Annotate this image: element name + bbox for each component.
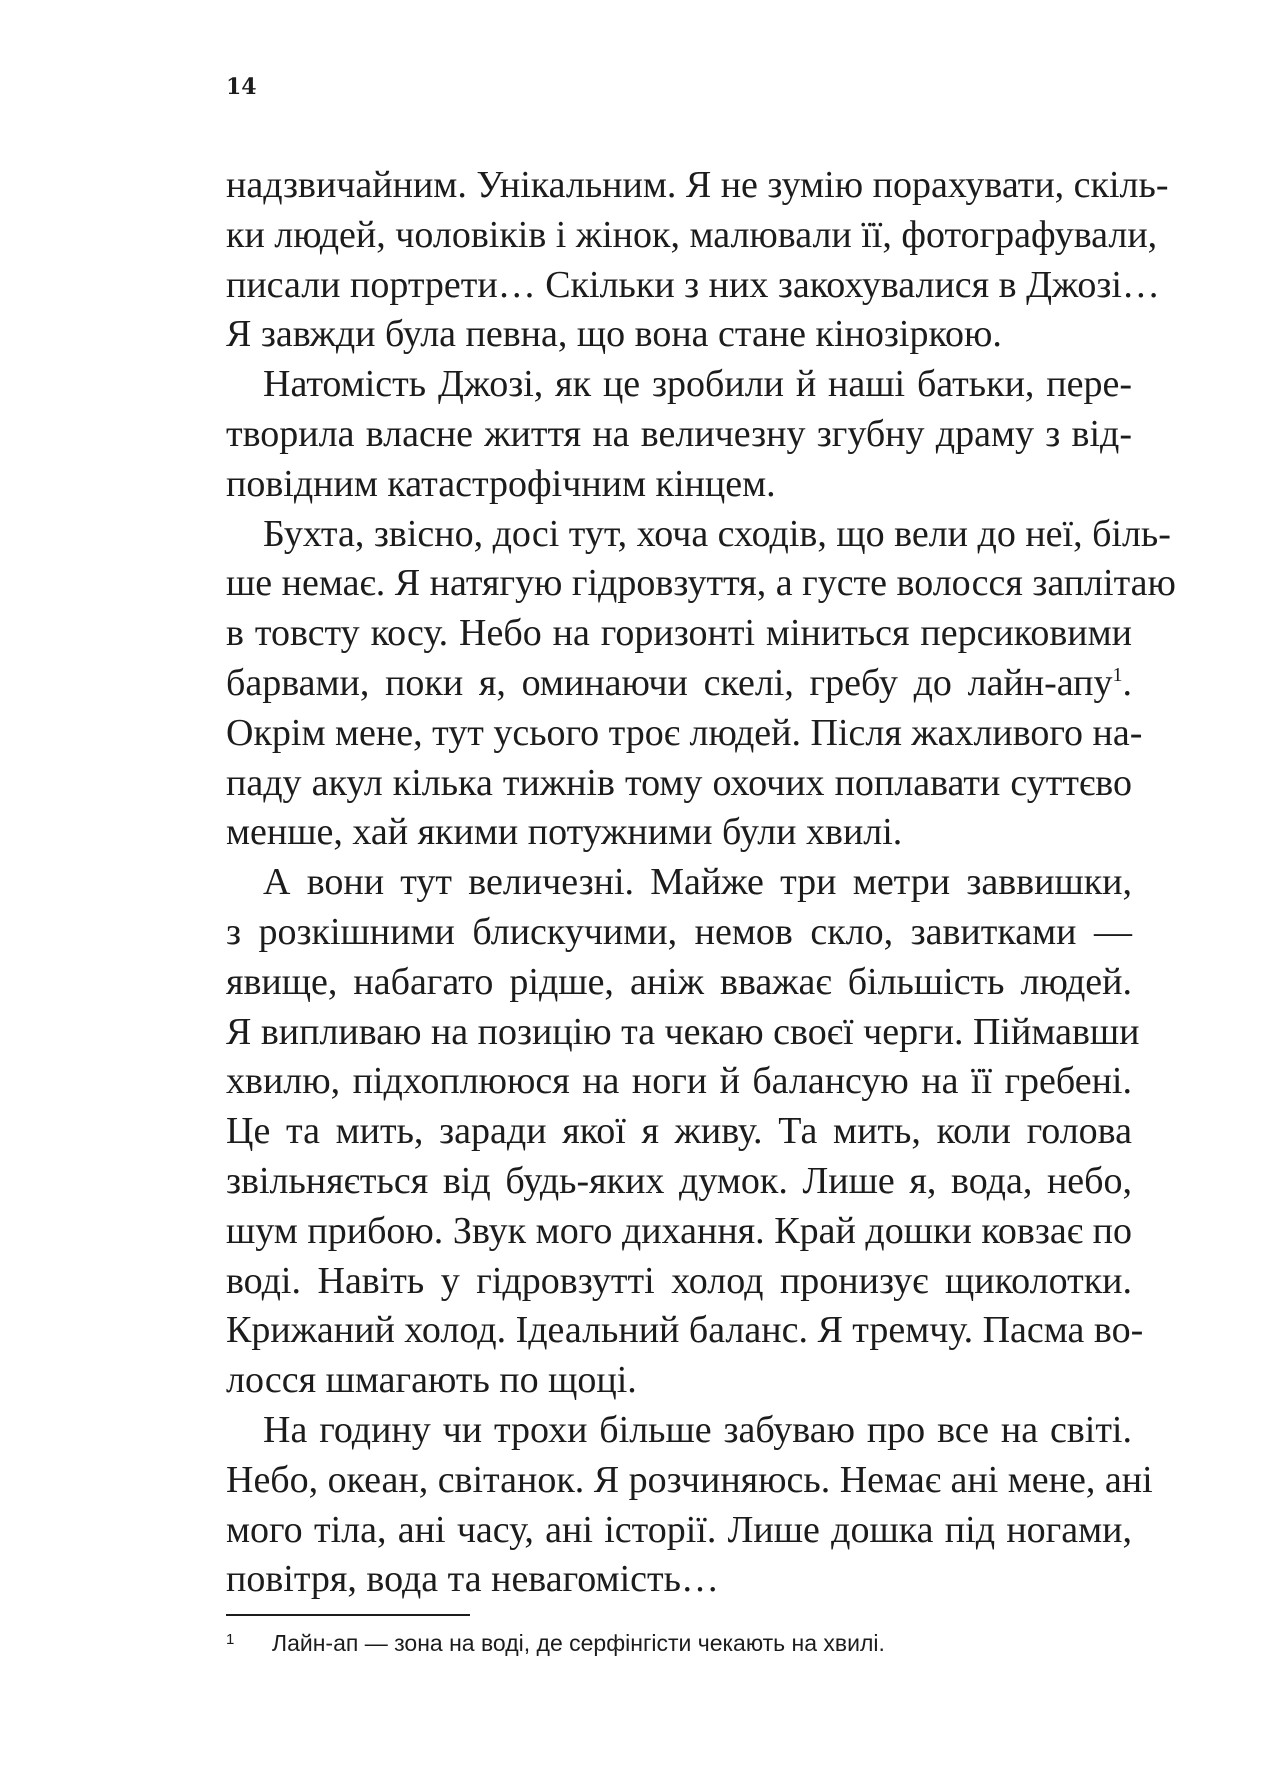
text-line: явище, набагато рідше, аніж вважає більшість людей. — [226, 960, 1132, 1003]
text-line: Небо, океан, світанок. Я розчиняюсь. Немає ані мене, ані — [226, 1458, 1153, 1501]
text-line: Бухта, звісно, досі тут, хоча сходів, що вели до неї, біль- — [263, 512, 1171, 555]
text-line: На годину чи трохи більше забуваю про все на світі. — [263, 1408, 1132, 1451]
text-line: Крижаний холод. Ідеальний баланс. Я тремчу. Пасма во- — [226, 1309, 1144, 1352]
text-line: менше, хай якими потужними були хвилі. — [226, 811, 903, 854]
text-line: паду акул кілька тижнів тому охочих поплавати суттєво — [226, 761, 1132, 804]
footnote-reference[interactable]: 1 — [1112, 663, 1123, 686]
footnote: 1 Лайн-ап — зона на воді, де серфінгісти чекають на хвилі. — [226, 1630, 885, 1656]
text-line: Я завжди була певна, що вона стане кінозіркою. — [226, 313, 1002, 356]
page-number: 14 — [226, 74, 257, 100]
footnote-text: Лайн-ап — зона на воді, де серфінгісти чекають на хвилі. — [272, 1630, 885, 1656]
text-line: повідним катастрофічним кінцем. — [226, 462, 776, 505]
text-line: Натомість Джозі, як це зробили й наші батьки, пере- — [263, 363, 1132, 406]
text-line: хвилю, підхоплююся на ноги й балансую на її гребені. — [226, 1060, 1132, 1103]
text-line: ше немає. Я натягую гідровзуття, а густе волосся заплітаю — [226, 562, 1176, 605]
text-line: лосся шмагають по щоці. — [226, 1359, 637, 1402]
text-line: ки людей, чоловіків і жінок, малювали її, фотографували, — [226, 213, 1158, 256]
text-line: А вони тут величезні. Майже три метри заввишки, — [263, 861, 1132, 904]
text-line: воді. Навіть у гідровзутті холод пронизує щиколотки. — [226, 1259, 1132, 1302]
text-line: звільняється від будь-яких думок. Лише я, вода, небо, — [226, 1159, 1132, 1202]
text-line: Окрім мене, тут усього троє людей. Після жахливого на- — [226, 711, 1143, 754]
body-text — [226, 161, 1176, 1605]
text-line: творила власне життя на величезну згубну драму з від- — [226, 412, 1132, 455]
text-line: в товсту косу. Небо на горизонті міниться персиковими — [226, 612, 1132, 655]
text-line-content: барвами, поки я, оминаючи скелі, гребу до лайн-апу — [226, 661, 1113, 704]
text-line: повітря, вода та невагомість… — [226, 1558, 719, 1601]
text-line: з розкішними блискучими, немов скло, завитками — — [226, 910, 1132, 953]
footnote-divider — [226, 1614, 470, 1616]
text-line: Я випливаю на позицію та чекаю своєї черги. Піймавши — [226, 1010, 1140, 1053]
text-line: мого тіла, ані часу, ані історії. Лише дошка під ногами, — [226, 1508, 1132, 1551]
text-line-with-footnote: барвами, поки я, оминаючи скелі, гребу до лайн-апу$^1$. — [226, 661, 1132, 704]
text-line: писали портрети… Скільки з них закохувалися в Джозі… — [226, 263, 1160, 306]
text-line: шум прибою. Звук мого дихання. Край дошки ковзає по — [226, 1209, 1132, 1252]
text-line: Це та мить, заради якої я живу. Та мить, коли голова — [226, 1110, 1132, 1153]
text-line: надзвичайним. Унікальним. Я не зумію порахувати, скіль- — [226, 164, 1169, 206]
